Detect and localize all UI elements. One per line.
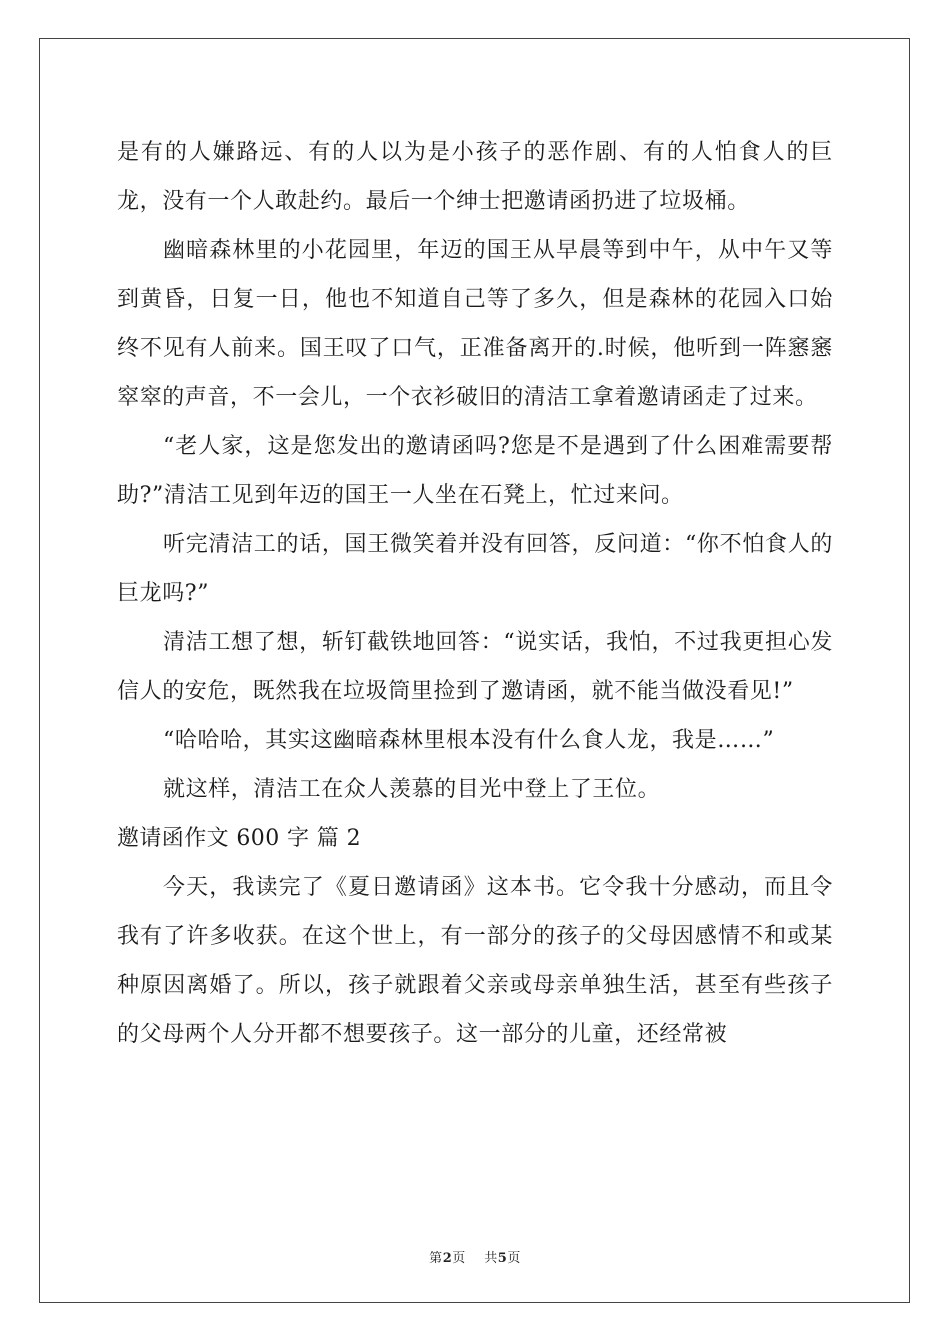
document-body [117,128,833,1059]
paragraph-2: 幽暗森林里的小花园里，年迈的国王从早晨等到中午，从中午又等到黄昏，日复一日，他也不知道自己等了多久，但是森林的花园入口始终不见有人前来。国王叹了口气，正准备离开的.时候，他听到一阵窸窸窣窣的声音，不一会儿，一个衣衫破旧的清洁工拿着邀请函走了过来。 [117,238,833,410]
paragraph-3: “老人家，这是您发出的邀请函吗?您是不是遇到了什么困难需要帮助?”清洁工见到年迈的国王一人坐在石凳上，忙过来问。 [117,434,833,508]
footer-total-pages: 5 [497,1251,508,1266]
footer-mid: 页 共 [452,1251,498,1266]
section-heading: 邀请函作文 600 字 篇 2 [117,826,361,851]
paragraph-4: 听完清洁工的话，国王微笑着并没有回答，反问道：“你不怕食人的巨龙吗?” [117,532,833,606]
paragraph-7: 就这样，清洁工在众人羡慕的目光中登上了王位。 [163,777,661,802]
footer-suffix: 页 [507,1251,521,1266]
paragraph-6: “哈哈哈，其实这幽暗森林里根本没有什么食人龙，我是……” [163,728,775,753]
paragraph-5: 清洁工想了想，斩钉截铁地回答：“说实话，我怕，不过我更担心发信人的安危，既然我在垃圾筒里捡到了邀请函，就不能当做没看见!” [117,630,833,704]
paragraph-1: 是有的人嫌路远、有的人以为是小孩子的恶作剧、有的人怕食人的巨龙，没有一个人敢赴约。最后一个绅士把邀请函扔进了垃圾桶。 [117,140,833,214]
footer-prefix: 第 [429,1251,443,1266]
paragraph-8: 今天，我读完了《夏日邀请函》这本书。它令我十分感动，而且令我有了许多收获。在这个世上，有一部分的孩子的父母因感情不和或某种原因离婚了。所以，孩子就跟着父亲或母亲单独生活，甚至有些孩子的父母两个人分开都不想要孩子。这一部分的儿童，还经常被 [117,875,833,1047]
page-footer [0,1247,950,1266]
footer-current-page: 2 [442,1251,453,1266]
